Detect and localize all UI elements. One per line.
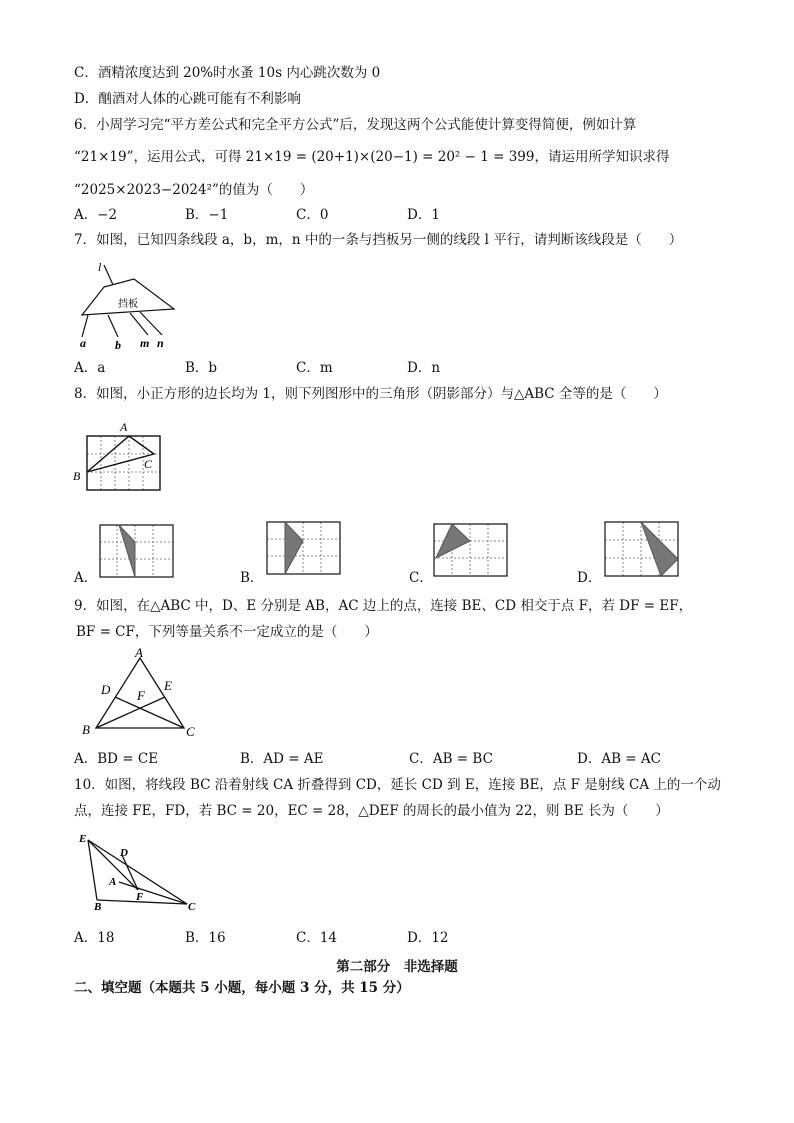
q10-option-a: A．18 bbox=[74, 930, 115, 946]
q10-option-b: B．16 bbox=[185, 930, 226, 946]
q8-option-a-figure bbox=[98, 522, 178, 580]
q9-label-b: B bbox=[82, 722, 90, 737]
q8-option-b-figure bbox=[265, 519, 345, 577]
q6-stem-line2: “21×19”，运用公式，可得 21×19 = (20+1)×(20−1) = 20² − 1 = 399，请运用所学知识求得 bbox=[74, 149, 670, 165]
q10-label-a: A bbox=[109, 876, 117, 888]
q9-stem-line1: 9．如图，在△ABC 中，D、E 分别是 AB，AC 边上的点，连接 BE、CD 相交于点 F，若 DF = EF， bbox=[74, 598, 693, 614]
q5-option-c: C．酒精浓度达到 20%时水蚤 10s 内心跳次数为 0 bbox=[74, 65, 381, 81]
section2-heading: 二、填空题（本题共 5 小题，每小题 3 分，共 15 分） bbox=[74, 980, 410, 996]
q10-label-f: F bbox=[136, 891, 144, 903]
q7-option-b: B．b bbox=[185, 360, 218, 376]
q7-label-m: m bbox=[140, 336, 150, 350]
q9-label-d: D bbox=[101, 682, 111, 697]
q8-option-d: D． bbox=[577, 570, 602, 586]
q9-label-c: C bbox=[186, 724, 195, 739]
q7-board-label: 挡板 bbox=[118, 299, 138, 310]
q8-option-c-figure bbox=[432, 521, 512, 579]
q9-option-d: D．AB = AC bbox=[577, 751, 661, 767]
q7-option-c: C．m bbox=[296, 360, 333, 376]
q9-option-b: B．AD = AE bbox=[240, 751, 324, 767]
q8-option-a: A． bbox=[74, 570, 98, 586]
q6-option-a: A．−2 bbox=[74, 207, 118, 223]
q7-label-n: n bbox=[157, 336, 164, 350]
q6-stem-line1: 6．小周学习完“平方差公式和完全平方公式”后，发现这两个公式能使计算变得简便，例如计算 bbox=[74, 117, 637, 133]
q6-option-c: C．0 bbox=[296, 207, 329, 223]
q9-option-c: C．AB = BC bbox=[409, 751, 493, 767]
q6-option-d: D．1 bbox=[407, 207, 440, 223]
q10-stem-line2: 点，连接 FE，FD，若 BC = 20，EC = 28，△DEF 的周长的最小值为 22，则 BE 长为（ ） bbox=[74, 803, 669, 819]
part2-heading: 第二部分 非选择题 bbox=[336, 959, 458, 975]
q10-figure bbox=[74, 830, 204, 915]
q9-label-f: F bbox=[137, 688, 145, 703]
q8-option-b: B． bbox=[240, 570, 264, 586]
q10-label-e: E bbox=[79, 833, 87, 845]
q7-stem: 7．如图，已知四条线段 a，b，m，n 中的一条与挡板另一侧的线段 l 平行，请判断该线段是（ ） bbox=[74, 232, 683, 248]
q8-label-c: C bbox=[144, 457, 153, 471]
q6-option-b: B．−1 bbox=[185, 207, 229, 223]
q8-option-c: C． bbox=[409, 570, 433, 586]
q5-option-d: D．酗酒对人体的心跳可能有不利影响 bbox=[74, 91, 301, 107]
q10-stem-line1: 10．如图，将线段 BC 沿着射线 CA 折叠得到 CD，延长 CD 到 E，连接 BE，点 F 是射线 CA 上的一个动 bbox=[74, 777, 721, 793]
q8-label-b: B bbox=[73, 469, 81, 483]
q8-stem: 8．如图，小正方形的边长均为 1，则下列图形中的三角形（阴影部分）与△ABC 全等的是（ ） bbox=[74, 386, 667, 402]
q6-stem-line3: “2025×2023−2024²”的值为（ ） bbox=[74, 182, 314, 198]
q9-figure bbox=[74, 642, 204, 742]
q10-label-d: D bbox=[120, 847, 128, 859]
q8-label-a: A bbox=[120, 420, 128, 434]
q8-option-d-figure bbox=[603, 519, 683, 579]
q7-option-d: D．n bbox=[407, 360, 441, 376]
q10-option-c: C．14 bbox=[296, 930, 338, 946]
q9-label-a: A bbox=[135, 645, 143, 660]
q7-figure bbox=[74, 255, 184, 350]
q9-label-e: E bbox=[164, 678, 172, 693]
q7-option-a: A．a bbox=[74, 360, 106, 376]
q10-label-c: C bbox=[188, 901, 196, 913]
q9-option-a: A．BD = CE bbox=[74, 751, 159, 767]
q8-main-grid-figure bbox=[72, 418, 172, 498]
q9-stem-line2: BF = CF，下列等量关系不一定成立的是（ ） bbox=[76, 624, 378, 640]
q7-label-b: b bbox=[115, 338, 121, 350]
q7-label-l: l bbox=[98, 260, 102, 274]
q7-label-a: a bbox=[80, 336, 86, 350]
q10-label-b: B bbox=[94, 901, 102, 913]
q10-option-d: D．12 bbox=[407, 930, 449, 946]
